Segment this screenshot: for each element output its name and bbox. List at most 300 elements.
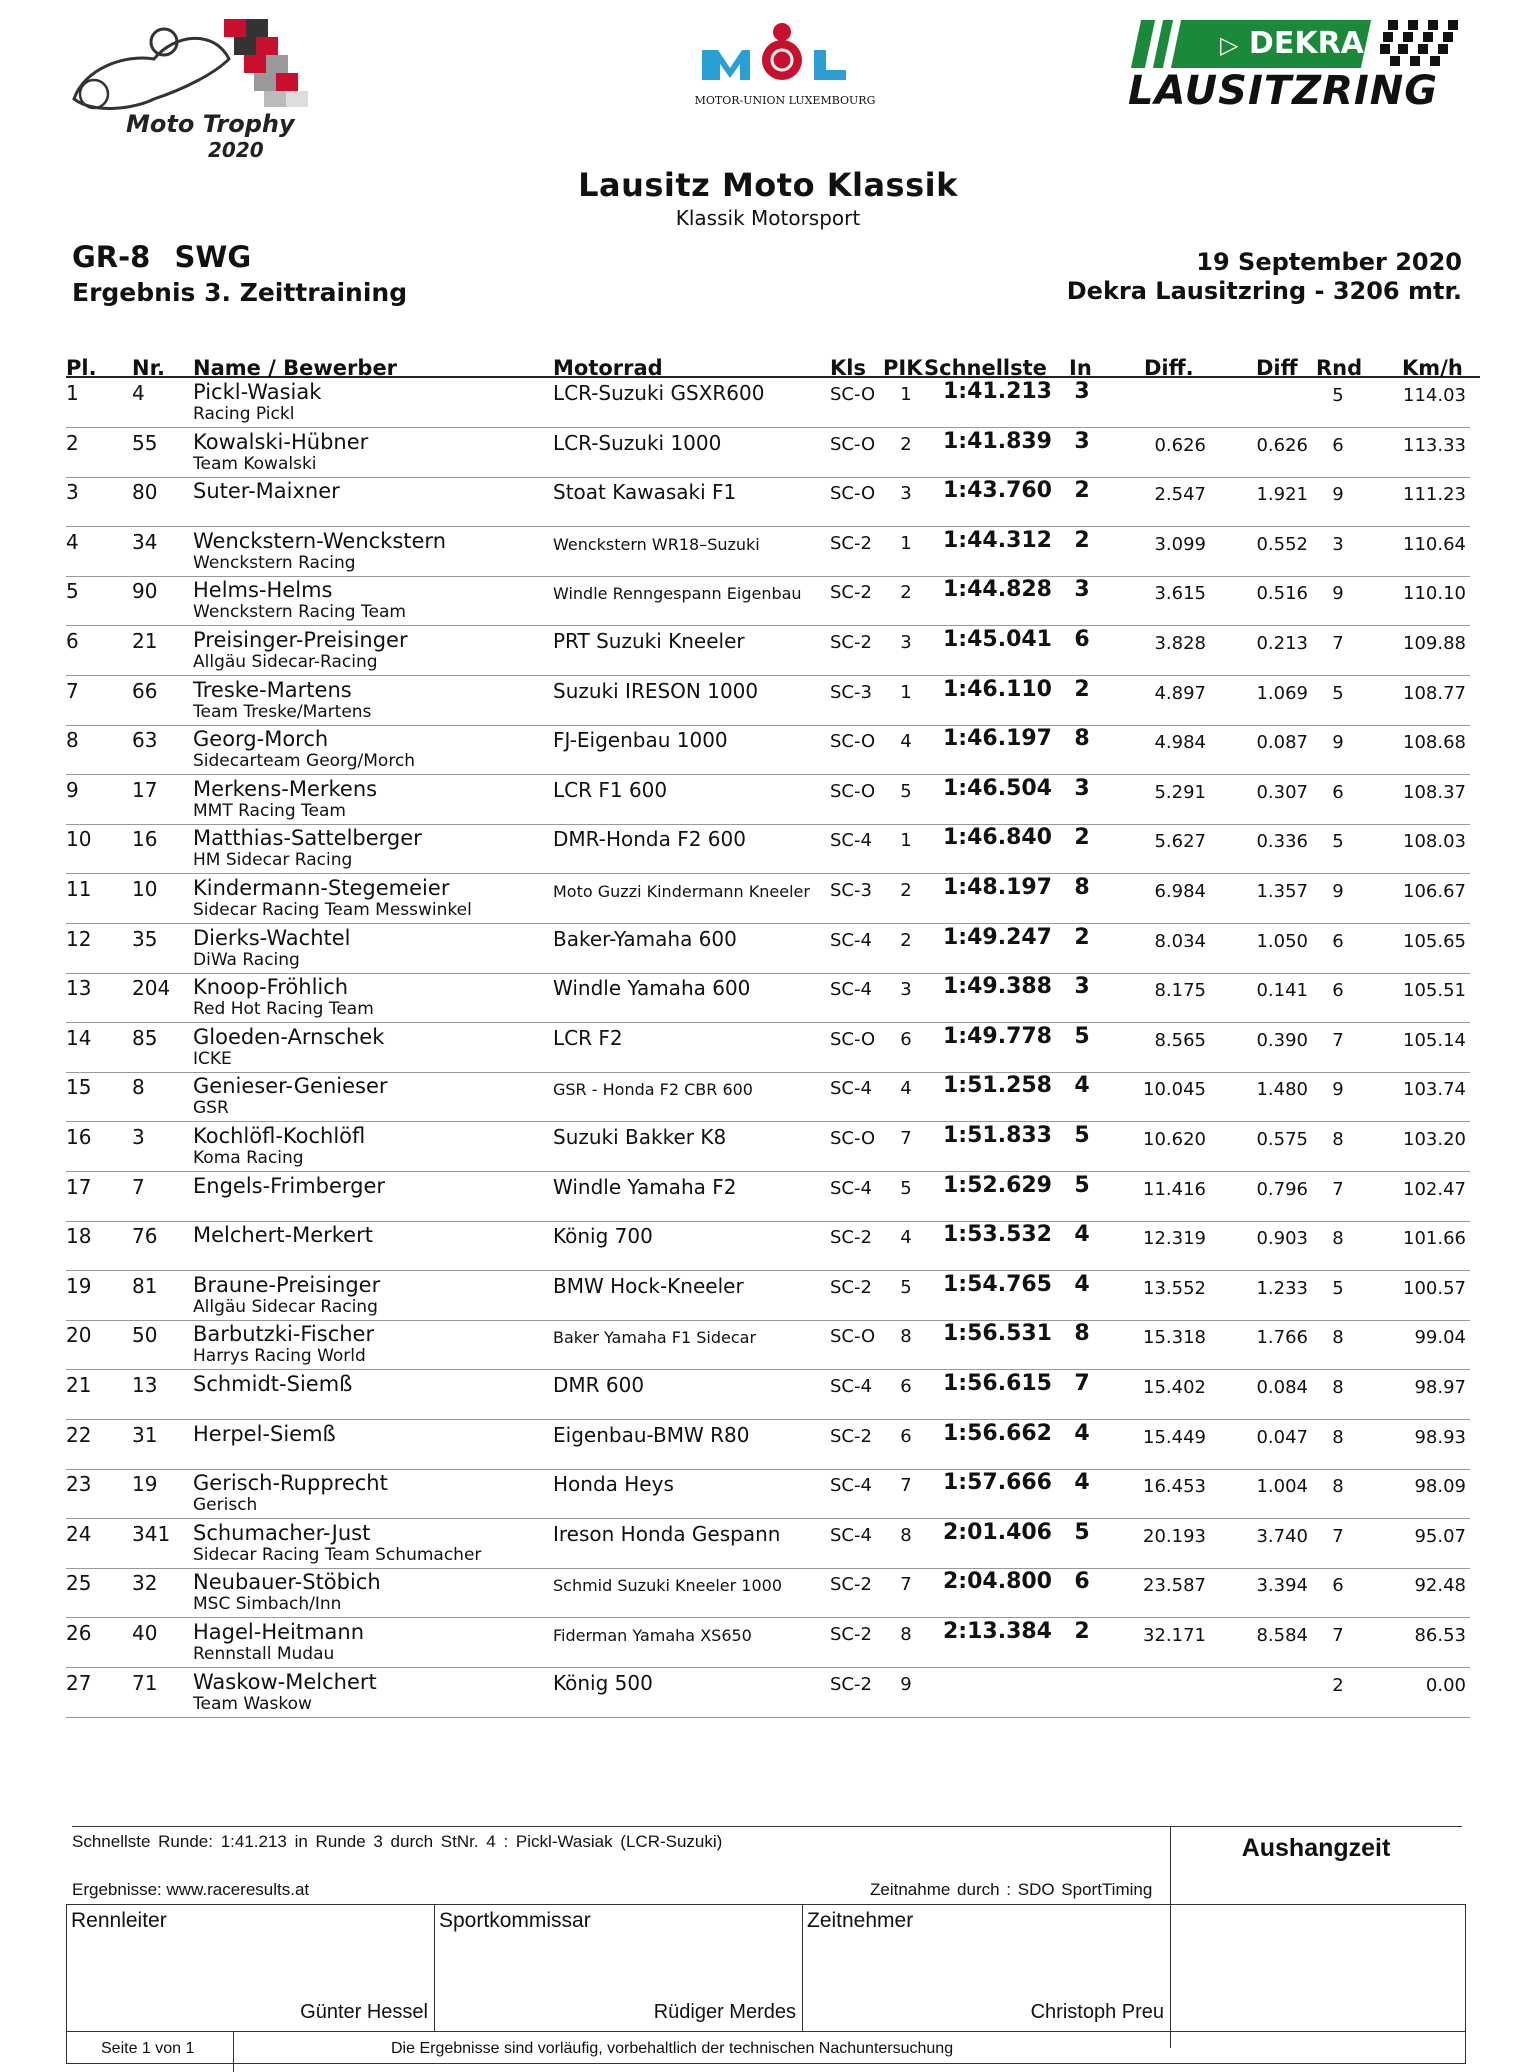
row-class-place: 6 xyxy=(900,1376,912,1397)
row-class-place: 7 xyxy=(900,1574,912,1596)
event-subtitle: Klassik Motorsport xyxy=(675,206,861,230)
row-class-place: 2 xyxy=(900,929,912,951)
row-best-lap: 1:41.839 xyxy=(942,428,1052,454)
col-best: Schnellste xyxy=(924,356,1047,380)
row-class-place: 6 xyxy=(900,1425,912,1447)
row-team-name: Allgäu Sidecar Racing xyxy=(193,1296,378,1317)
row-best-lap-in: 5 xyxy=(1074,1023,1090,1049)
row-class-place: 4 xyxy=(900,731,912,753)
row-best-lap-in: 2 xyxy=(1074,527,1090,553)
row-place: 8 xyxy=(66,728,79,753)
row-diff-prev: 0.903 xyxy=(1256,1228,1308,1250)
row-number: 40 xyxy=(132,1621,158,1645)
row-speed: 98.09 xyxy=(1414,1476,1466,1498)
row-motorcycle: Honda Heys xyxy=(553,1472,674,1497)
row-place: 14 xyxy=(66,1025,92,1050)
sig-name: Günter Hessel xyxy=(300,2001,428,2023)
table-row xyxy=(66,1668,1470,1718)
table-row xyxy=(66,1420,1470,1470)
row-laps: 8 xyxy=(1332,1476,1344,1498)
row-driver-name: Schmidt-Siemß xyxy=(193,1372,353,1396)
row-place: 20 xyxy=(66,1323,92,1348)
row-motorcycle: Baker Yamaha F1 Sidecar xyxy=(553,1328,757,1348)
row-laps: 7 xyxy=(1332,1029,1344,1051)
row-number: 13 xyxy=(132,1373,158,1397)
mul-emblem-icon xyxy=(690,18,880,88)
row-speed: 95.07 xyxy=(1414,1525,1466,1547)
row-number: 17 xyxy=(132,777,158,802)
row-best-lap: 1:53.532 xyxy=(942,1222,1052,1248)
row-best-lap: 1:46.504 xyxy=(942,775,1052,801)
row-diff-prev: 0.552 xyxy=(1256,533,1308,555)
row-driver-name: Kindermann-Stegemeier xyxy=(193,876,450,900)
table-row xyxy=(66,1122,1470,1172)
row-diff-prev: 0.141 xyxy=(1256,980,1308,1002)
row-class: SC-4 xyxy=(830,979,872,1001)
row-diff-leader: 8.565 xyxy=(1154,1029,1206,1051)
row-best-lap-in: 5 xyxy=(1074,1519,1090,1545)
row-motorcycle: Suzuki IRESON 1000 xyxy=(553,678,759,703)
row-laps: 6 xyxy=(1332,781,1344,803)
row-class: SC-2 xyxy=(830,1425,872,1447)
row-diff-prev: 0.307 xyxy=(1256,781,1308,803)
sig-cell-rennleiter xyxy=(67,1905,435,2031)
row-speed: 113.33 xyxy=(1403,434,1466,456)
row-diff-prev: 0.516 xyxy=(1256,583,1308,605)
row-motorcycle: Wenckstern WR18–Suzuki xyxy=(553,534,760,554)
aushang-label: Aushangzeit xyxy=(1241,1834,1391,1862)
row-class: SC-O xyxy=(830,1128,876,1149)
row-class: SC-4 xyxy=(830,830,872,852)
row-class-place: 5 xyxy=(900,1276,912,1298)
row-diff-prev: 1.050 xyxy=(1256,930,1308,952)
row-diff-leader: 0.626 xyxy=(1154,434,1206,456)
row-class: SC-O xyxy=(830,433,876,455)
row-laps: 2 xyxy=(1332,1674,1344,1696)
table-row xyxy=(66,973,1470,1023)
results-table-header xyxy=(66,356,1480,378)
row-speed: 108.77 xyxy=(1403,682,1466,704)
row-number: 66 xyxy=(132,678,158,703)
table-row xyxy=(66,527,1470,577)
row-number: 32 xyxy=(132,1571,158,1596)
table-row xyxy=(66,1221,1470,1271)
row-class-place: 3 xyxy=(900,632,912,653)
dekra-brand: ▷ DEKRA xyxy=(1220,26,1364,61)
row-driver-name: Dierks-Wachtel xyxy=(193,925,351,950)
row-number: 10 xyxy=(132,877,158,901)
row-motorcycle: Moto Guzzi Kindermann Kneeler xyxy=(553,882,810,901)
row-best-lap-in: 3 xyxy=(1074,775,1090,801)
row-diff-prev: 1.357 xyxy=(1256,881,1308,902)
row-place: 6 xyxy=(66,629,79,653)
row-laps: 7 xyxy=(1332,633,1344,654)
row-speed: 105.14 xyxy=(1403,1029,1466,1051)
row-speed: 92.48 xyxy=(1414,1575,1466,1597)
row-place: 27 xyxy=(66,1670,92,1695)
row-best-lap-in: 2 xyxy=(1074,924,1090,950)
row-number: 16 xyxy=(132,827,158,852)
row-best-lap-in: 2 xyxy=(1074,825,1090,851)
row-best-lap-in: 3 xyxy=(1074,379,1090,404)
row-number: 35 xyxy=(132,926,158,951)
row-laps: 6 xyxy=(1332,980,1344,1002)
row-class: SC-4 xyxy=(830,1376,872,1397)
row-place: 4 xyxy=(66,529,79,554)
row-number: 63 xyxy=(132,728,158,753)
row-place: 16 xyxy=(66,1125,92,1149)
sig-name: Christoph Preu xyxy=(1030,2001,1164,2023)
row-motorcycle: Fiderman Yamaha XS650 xyxy=(553,1626,752,1645)
row-team-name: Harrys Racing World xyxy=(193,1346,366,1367)
row-team-name: MMT Racing Team xyxy=(193,800,346,821)
row-class-place: 7 xyxy=(900,1128,912,1149)
row-class-place: 3 xyxy=(900,979,912,1001)
row-number: 3 xyxy=(132,1125,145,1149)
table-row xyxy=(66,924,1470,974)
row-class-place: 1 xyxy=(900,384,912,405)
row-place: 5 xyxy=(66,579,79,604)
row-diff-leader: 4.984 xyxy=(1154,732,1206,754)
row-class: SC-4 xyxy=(830,1078,872,1100)
row-diff-prev: 0.213 xyxy=(1256,633,1308,654)
row-speed: 100.57 xyxy=(1403,1277,1466,1299)
row-class: SC-2 xyxy=(830,1227,872,1249)
row-diff-leader: 10.620 xyxy=(1143,1129,1206,1150)
checkered-flag-icon xyxy=(1380,20,1460,68)
row-best-lap-in: 6 xyxy=(1074,627,1090,652)
row-speed: 0.00 xyxy=(1425,1674,1466,1696)
row-diff-prev: 1.921 xyxy=(1256,484,1308,506)
results-site-text: Ergebnisse: www.raceresults.at xyxy=(72,1880,310,1899)
row-number: 8 xyxy=(132,1075,145,1100)
table-row xyxy=(66,1469,1470,1519)
row-best-lap: 2:13.384 xyxy=(942,1619,1052,1644)
row-speed: 108.03 xyxy=(1403,831,1466,853)
row-best-lap: 1:49.778 xyxy=(942,1023,1052,1049)
row-place: 23 xyxy=(66,1472,92,1497)
row-speed: 99.04 xyxy=(1414,1327,1466,1349)
row-place: 17 xyxy=(66,1174,92,1199)
row-best-lap: 1:41.213 xyxy=(942,379,1052,404)
row-laps: 5 xyxy=(1332,831,1344,853)
row-laps: 5 xyxy=(1332,682,1344,704)
row-class: SC-2 xyxy=(830,632,872,653)
col-pl: Pl. xyxy=(66,356,97,380)
row-diff-prev: 0.575 xyxy=(1256,1129,1308,1150)
row-motorcycle: Suzuki Bakker K8 xyxy=(553,1125,727,1149)
row-diff-leader: 20.193 xyxy=(1143,1525,1206,1547)
row-diff-leader: 6.984 xyxy=(1154,881,1206,902)
disclaimer-text: Die Ergebnisse sind vorläufig, vorbehaltlich der technischen Nachuntersuchung xyxy=(391,2040,954,2057)
row-team-name: Racing Pickl xyxy=(193,404,295,424)
row-motorcycle: DMR 600 xyxy=(553,1373,645,1397)
row-best-lap: 1:48.197 xyxy=(942,875,1052,900)
row-diff-leader: 13.552 xyxy=(1143,1277,1206,1299)
row-diff-leader: 2.547 xyxy=(1154,484,1206,506)
row-driver-name: Genieser-Genieser xyxy=(193,1074,388,1099)
row-motorcycle: LCR F1 600 xyxy=(553,777,668,802)
row-class-place: 2 xyxy=(900,433,912,455)
row-best-lap: 1:51.833 xyxy=(942,1123,1052,1148)
row-laps: 6 xyxy=(1332,1575,1344,1597)
row-driver-name: Suter-Maixner xyxy=(193,479,340,504)
row-diff-leader: 23.587 xyxy=(1143,1575,1206,1597)
fastest-lap-text: Schnellste Runde: 1:41.213 in Runde 3 durch StNr. 4 : Pickl-Wasiak (LCR-Suzuki) xyxy=(72,1832,723,1851)
row-diff-prev: 3.394 xyxy=(1256,1575,1308,1597)
row-laps: 9 xyxy=(1332,881,1344,902)
row-speed: 106.67 xyxy=(1403,881,1466,902)
row-team-name: Koma Racing xyxy=(193,1148,304,1168)
row-best-lap-in: 3 xyxy=(1074,974,1090,1000)
row-diff-leader: 3.615 xyxy=(1154,583,1206,605)
row-number: 85 xyxy=(132,1025,158,1050)
row-laps: 6 xyxy=(1332,434,1344,456)
row-speed: 108.37 xyxy=(1403,781,1466,803)
timing-provider-text: Zeitnahme durch : SDO SportTiming xyxy=(870,1880,1153,1899)
row-best-lap-in: 7 xyxy=(1074,1371,1090,1396)
row-laps: 7 xyxy=(1332,1625,1344,1646)
col-kmh: Km/h xyxy=(1402,356,1463,380)
row-number: 81 xyxy=(132,1273,158,1298)
moto-trophy-logo xyxy=(64,14,374,164)
sig-label: Sportkommissar xyxy=(439,1909,591,1932)
row-class: SC-O xyxy=(830,1326,876,1348)
row-class-place: 8 xyxy=(900,1326,912,1348)
col-diff: Diff. xyxy=(1144,356,1194,380)
row-diff-prev: 0.796 xyxy=(1256,1178,1308,1200)
row-motorcycle: LCR-Suzuki GSXR600 xyxy=(553,381,765,405)
row-team-name: Wenckstern Racing xyxy=(193,552,356,573)
row-motorcycle: Eigenbau-BMW R80 xyxy=(553,1422,750,1447)
row-best-lap: 1:46.840 xyxy=(942,825,1052,851)
row-team-name: Allgäu Sidecar-Racing xyxy=(193,652,378,672)
row-best-lap-in: 2 xyxy=(1074,1619,1090,1644)
row-motorcycle: Ireson Honda Gespann xyxy=(553,1521,781,1546)
event-venue: Dekra Lausitzring - 3206 mtr. xyxy=(1066,277,1462,305)
row-driver-name: Wenckstern-Wenckstern xyxy=(193,528,447,553)
row-best-lap: 1:56.615 xyxy=(942,1371,1052,1396)
row-driver-name: Knoop-Fröhlich xyxy=(193,975,349,1000)
row-team-name: Team Waskow xyxy=(193,1693,312,1714)
row-laps: 8 xyxy=(1332,1377,1344,1398)
row-best-lap-in: 3 xyxy=(1074,428,1090,454)
row-place: 7 xyxy=(66,678,79,703)
row-driver-name: Matthias-Sattelberger xyxy=(193,826,422,851)
row-diff-prev: 1.233 xyxy=(1256,1277,1308,1299)
row-class: SC-4 xyxy=(830,1524,872,1546)
mul-caption: MOTOR-UNION LUXEMBOURG xyxy=(694,94,876,107)
col-pik: PIK xyxy=(883,356,923,380)
row-motorcycle: Baker-Yamaha 600 xyxy=(553,926,737,951)
row-motorcycle: LCR-Suzuki 1000 xyxy=(553,430,722,455)
row-diff-leader: 15.318 xyxy=(1143,1327,1206,1349)
row-class: SC-O xyxy=(830,1028,876,1050)
row-class: SC-3 xyxy=(830,681,872,703)
row-driver-name: Helms-Helms xyxy=(193,578,333,603)
signature-grid xyxy=(66,1904,1466,2064)
row-best-lap-in: 8 xyxy=(1074,726,1090,752)
table-row xyxy=(66,1618,1470,1668)
row-driver-name: Schumacher-Just xyxy=(193,1520,371,1545)
row-laps: 3 xyxy=(1332,533,1344,555)
row-best-lap: 1:43.760 xyxy=(942,478,1052,504)
row-diff-prev: 0.084 xyxy=(1256,1377,1308,1398)
table-row xyxy=(66,576,1470,626)
row-class-place: 4 xyxy=(900,1078,912,1100)
row-team-name: GSR xyxy=(193,1098,229,1119)
row-motorcycle: Windle Yamaha 600 xyxy=(553,976,751,1001)
row-class: SC-O xyxy=(830,780,876,802)
row-best-lap-in: 4 xyxy=(1074,1271,1090,1297)
row-diff-prev: 0.087 xyxy=(1256,732,1308,754)
row-best-lap-in: 4 xyxy=(1074,1073,1090,1099)
row-best-lap-in: 3 xyxy=(1074,577,1090,603)
sig-cell-zeitnehmer xyxy=(803,1905,1171,2031)
row-place: 2 xyxy=(66,430,79,455)
row-number: 50 xyxy=(132,1323,158,1348)
row-speed: 110.64 xyxy=(1403,533,1466,555)
row-speed: 108.68 xyxy=(1403,732,1466,754)
row-best-lap: 1:56.531 xyxy=(942,1321,1052,1347)
row-class-place: 5 xyxy=(900,1177,912,1199)
class-title: GR-8 SWG xyxy=(72,240,252,274)
row-place: 13 xyxy=(66,976,92,1001)
row-team-name: Sidecar Racing Team Messwinkel xyxy=(193,900,472,920)
row-best-lap: 1:54.765 xyxy=(942,1271,1052,1297)
row-class: SC-2 xyxy=(830,582,872,604)
row-team-name: Red Hot Racing Team xyxy=(193,999,374,1020)
row-team-name: Team Kowalski xyxy=(193,453,317,474)
row-class-place: 3 xyxy=(900,483,912,505)
event-date: 19 September 2020 xyxy=(1196,248,1462,276)
row-speed: 105.51 xyxy=(1403,980,1466,1002)
row-diff-prev: 8.584 xyxy=(1256,1625,1308,1646)
table-row xyxy=(66,1370,1470,1420)
row-speed: 114.03 xyxy=(1403,385,1466,406)
row-best-lap: 1:56.662 xyxy=(942,1420,1052,1446)
footer-bottom-row xyxy=(67,2031,1465,2072)
row-driver-name: Barbutzki-Fischer xyxy=(193,1322,375,1347)
row-class: SC-2 xyxy=(830,1673,872,1695)
row-speed: 98.97 xyxy=(1414,1377,1466,1398)
col-nr: Nr. xyxy=(132,356,165,380)
row-best-lap: 1:51.258 xyxy=(942,1073,1052,1099)
sig-label: Zeitnehmer xyxy=(807,1909,914,1932)
row-speed: 105.65 xyxy=(1403,930,1466,952)
row-team-name: Sidecar Racing Team Schumacher xyxy=(193,1544,482,1565)
row-team-name: Rennstall Mudau xyxy=(193,1644,335,1664)
row-motorcycle: LCR F2 xyxy=(553,1025,623,1050)
row-class-place: 4 xyxy=(900,1227,912,1249)
event-title: Lausitz Moto Klassik xyxy=(578,166,958,204)
row-best-lap: 1:45.041 xyxy=(942,627,1052,652)
row-diff-leader: 12.319 xyxy=(1143,1228,1206,1250)
row-team-name: HM Sidecar Racing xyxy=(193,850,353,871)
session-title: Ergebnis 3. Zeittraining xyxy=(72,278,408,307)
play-triangle-icon: ▷ xyxy=(1220,31,1239,59)
row-class: SC-2 xyxy=(830,1276,872,1298)
row-motorcycle: Windle Yamaha F2 xyxy=(553,1174,737,1199)
row-number: 76 xyxy=(132,1224,158,1249)
row-motorcycle: Stoat Kawasaki F1 xyxy=(553,480,737,505)
row-best-lap-in: 2 xyxy=(1074,676,1090,702)
col-rnd: Rnd xyxy=(1316,356,1363,380)
page-number: Seite 1 von 1 xyxy=(101,2040,195,2057)
row-team-name: Wenckstern Racing Team xyxy=(193,602,406,623)
row-class-place: 1 xyxy=(900,830,912,852)
row-laps: 9 xyxy=(1332,484,1344,506)
row-place: 9 xyxy=(66,777,79,802)
row-class: SC-2 xyxy=(830,1574,872,1596)
row-best-lap-in: 6 xyxy=(1074,1569,1090,1595)
row-best-lap: 1:44.828 xyxy=(942,577,1052,603)
row-class: SC-2 xyxy=(830,532,872,554)
row-motorcycle: GSR - Honda F2 CBR 600 xyxy=(553,1080,753,1100)
row-speed: 109.88 xyxy=(1403,633,1466,654)
row-driver-name: Merkens-Merkens xyxy=(193,776,378,801)
row-team-name: ICKE xyxy=(193,1048,232,1069)
row-laps: 8 xyxy=(1332,1327,1344,1349)
table-row xyxy=(66,1072,1470,1122)
row-driver-name: Waskow-Melchert xyxy=(193,1669,377,1694)
row-laps: 9 xyxy=(1332,583,1344,605)
row-team-name: Sidecarteam Georg/Morch xyxy=(193,751,416,772)
row-best-lap-in: 5 xyxy=(1074,1123,1090,1148)
row-place: 21 xyxy=(66,1373,92,1397)
row-class-place: 6 xyxy=(900,1028,912,1050)
row-diff-prev: 0.390 xyxy=(1256,1029,1308,1051)
table-row xyxy=(66,1172,1470,1222)
row-team-name: Team Treske/Martens xyxy=(193,701,372,722)
row-best-lap-in: 2 xyxy=(1074,478,1090,504)
row-speed: 110.10 xyxy=(1403,583,1466,605)
row-class: SC-4 xyxy=(830,1475,872,1497)
table-row xyxy=(66,1568,1470,1618)
row-number: 34 xyxy=(132,529,158,554)
row-best-lap-in: 8 xyxy=(1074,875,1090,900)
row-class-place: 8 xyxy=(900,1624,912,1645)
row-best-lap: 1:46.110 xyxy=(942,676,1052,702)
row-place: 26 xyxy=(66,1621,92,1645)
row-driver-name: Engels-Frimberger xyxy=(193,1173,386,1198)
row-diff-leader: 32.171 xyxy=(1143,1625,1206,1646)
row-diff-prev: 3.740 xyxy=(1256,1525,1308,1547)
row-laps: 9 xyxy=(1332,732,1344,754)
row-driver-name: Neubauer-Stöbich xyxy=(193,1570,381,1595)
row-best-lap-in: 4 xyxy=(1074,1222,1090,1248)
row-number: 31 xyxy=(132,1422,158,1447)
table-row xyxy=(66,874,1470,924)
row-number: 21 xyxy=(132,629,158,653)
row-class-place: 2 xyxy=(900,880,912,901)
row-driver-name: Treske-Martens xyxy=(193,677,352,702)
row-motorcycle: PRT Suzuki Kneeler xyxy=(553,629,745,653)
table-row xyxy=(66,775,1470,825)
table-row xyxy=(66,626,1470,676)
row-best-lap: 1:57.666 xyxy=(942,1470,1052,1496)
row-number: 71 xyxy=(132,1670,158,1695)
row-driver-name: Kowalski-Hübner xyxy=(193,429,369,454)
row-place: 18 xyxy=(66,1224,92,1249)
row-diff-leader: 8.034 xyxy=(1154,930,1206,952)
row-place: 10 xyxy=(66,827,92,852)
row-best-lap: 1:49.247 xyxy=(942,924,1052,950)
sig-name: Rüdiger Merdes xyxy=(653,2001,796,2023)
row-laps: 9 xyxy=(1332,1079,1344,1101)
row-motorcycle: FJ-Eigenbau 1000 xyxy=(553,728,728,753)
row-driver-name: Gloeden-Arnschek xyxy=(193,1024,385,1049)
